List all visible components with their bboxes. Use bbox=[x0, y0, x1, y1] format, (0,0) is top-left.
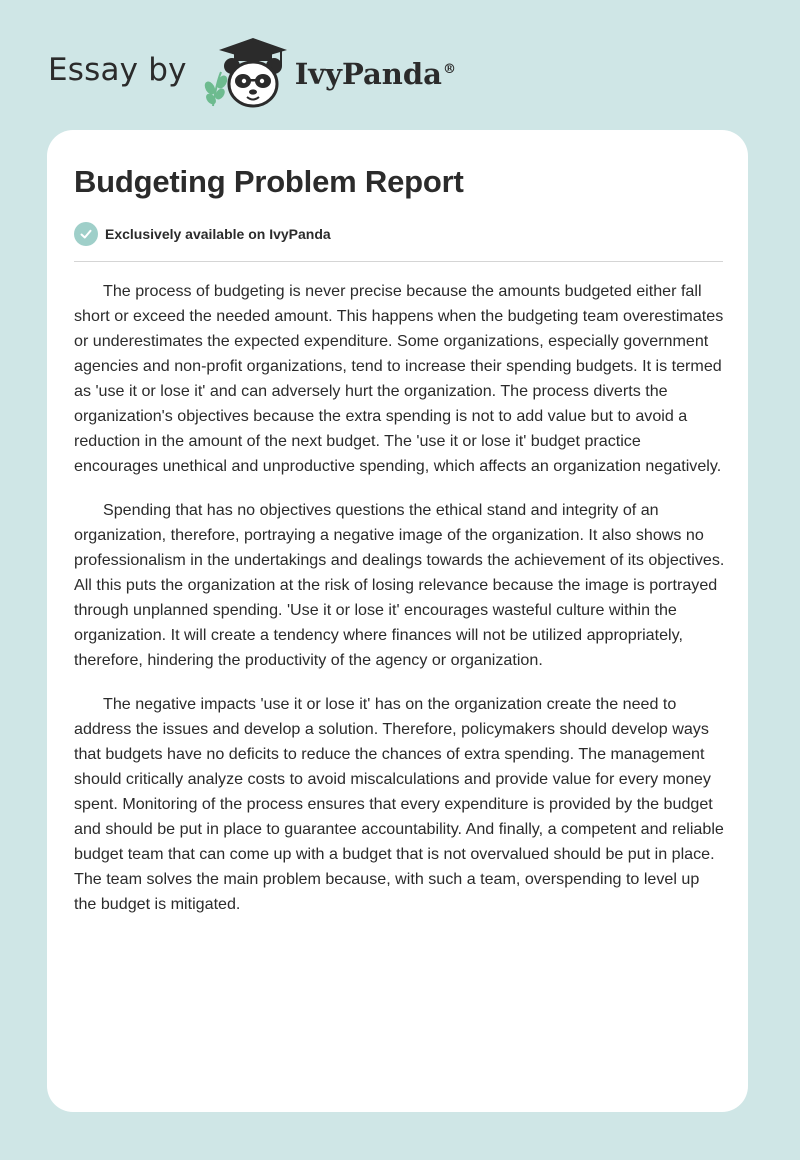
divider bbox=[74, 261, 723, 262]
exclusive-badge bbox=[74, 222, 331, 246]
essay-card bbox=[47, 130, 748, 1112]
brand-header[interactable] bbox=[48, 36, 456, 110]
badge-label: Exclusively available on IvyPanda bbox=[105, 226, 331, 242]
essay-body bbox=[74, 279, 726, 936]
brand-name: IvyPanda® bbox=[294, 57, 456, 91]
leaf-icon bbox=[202, 72, 229, 106]
registered-mark: ® bbox=[442, 62, 456, 78]
paragraph: The negative impacts 'use it or lose it' has on the organization create the need to address the issues and develop a solution. Therefore, policymakers should develop ways that budgets have no deficits to reduce the chances of extra spending. The management should critically analyze costs to avoid miscalculations and provide value for every money spent. Monitoring of the process ensures that every expenditure is provided by the budget and should be put in place to guarantee accountability. And finally, a competent and reliable budget team that can come up with a budget that is not overvalued should be put in place. The team solves the main problem because, with such a team, overspending to level up the budget is mitigated. bbox=[74, 695, 724, 913]
page-title: Budgeting Problem Report bbox=[74, 164, 464, 199]
paragraph: Spending that has no objectives questions the ethical stand and integrity of an organization, therefore, portraying a negative image of the organization. It also shows no professionalism in the undertakings and dealings towards the achievement of its objectives. All this puts the organization at the risk of losing relevance because the image is portrayed through unplanned spending. 'Use it or lose it' encourages wasteful culture within the organization. It will create a tendency where finances will not be utilized appropriately, therefore, hindering the productivity of the agency or organization. bbox=[74, 501, 725, 669]
brand-prefix: Essay by bbox=[48, 52, 187, 88]
paragraph: The process of budgeting is never precise because the amounts budgeted either fall short or exceed the needed amount. This happens when the budgeting team overestimates or underestimates the expected expenditure. Some organizations, especially government agencies and non-profit organizations, tend to increase their spending budgets. It is termed as 'use it or lose it' and can adversely hurt the organization. The process diverts the organization's objectives because the extra spending is not to add value but to avoid a reduction in the amount of the next budget. The 'use it or lose it' budget practice encourages unethical and unproductive spending, which affects an organization negatively. bbox=[74, 282, 724, 475]
check-icon bbox=[74, 222, 98, 246]
panda-logo-icon bbox=[201, 36, 293, 110]
